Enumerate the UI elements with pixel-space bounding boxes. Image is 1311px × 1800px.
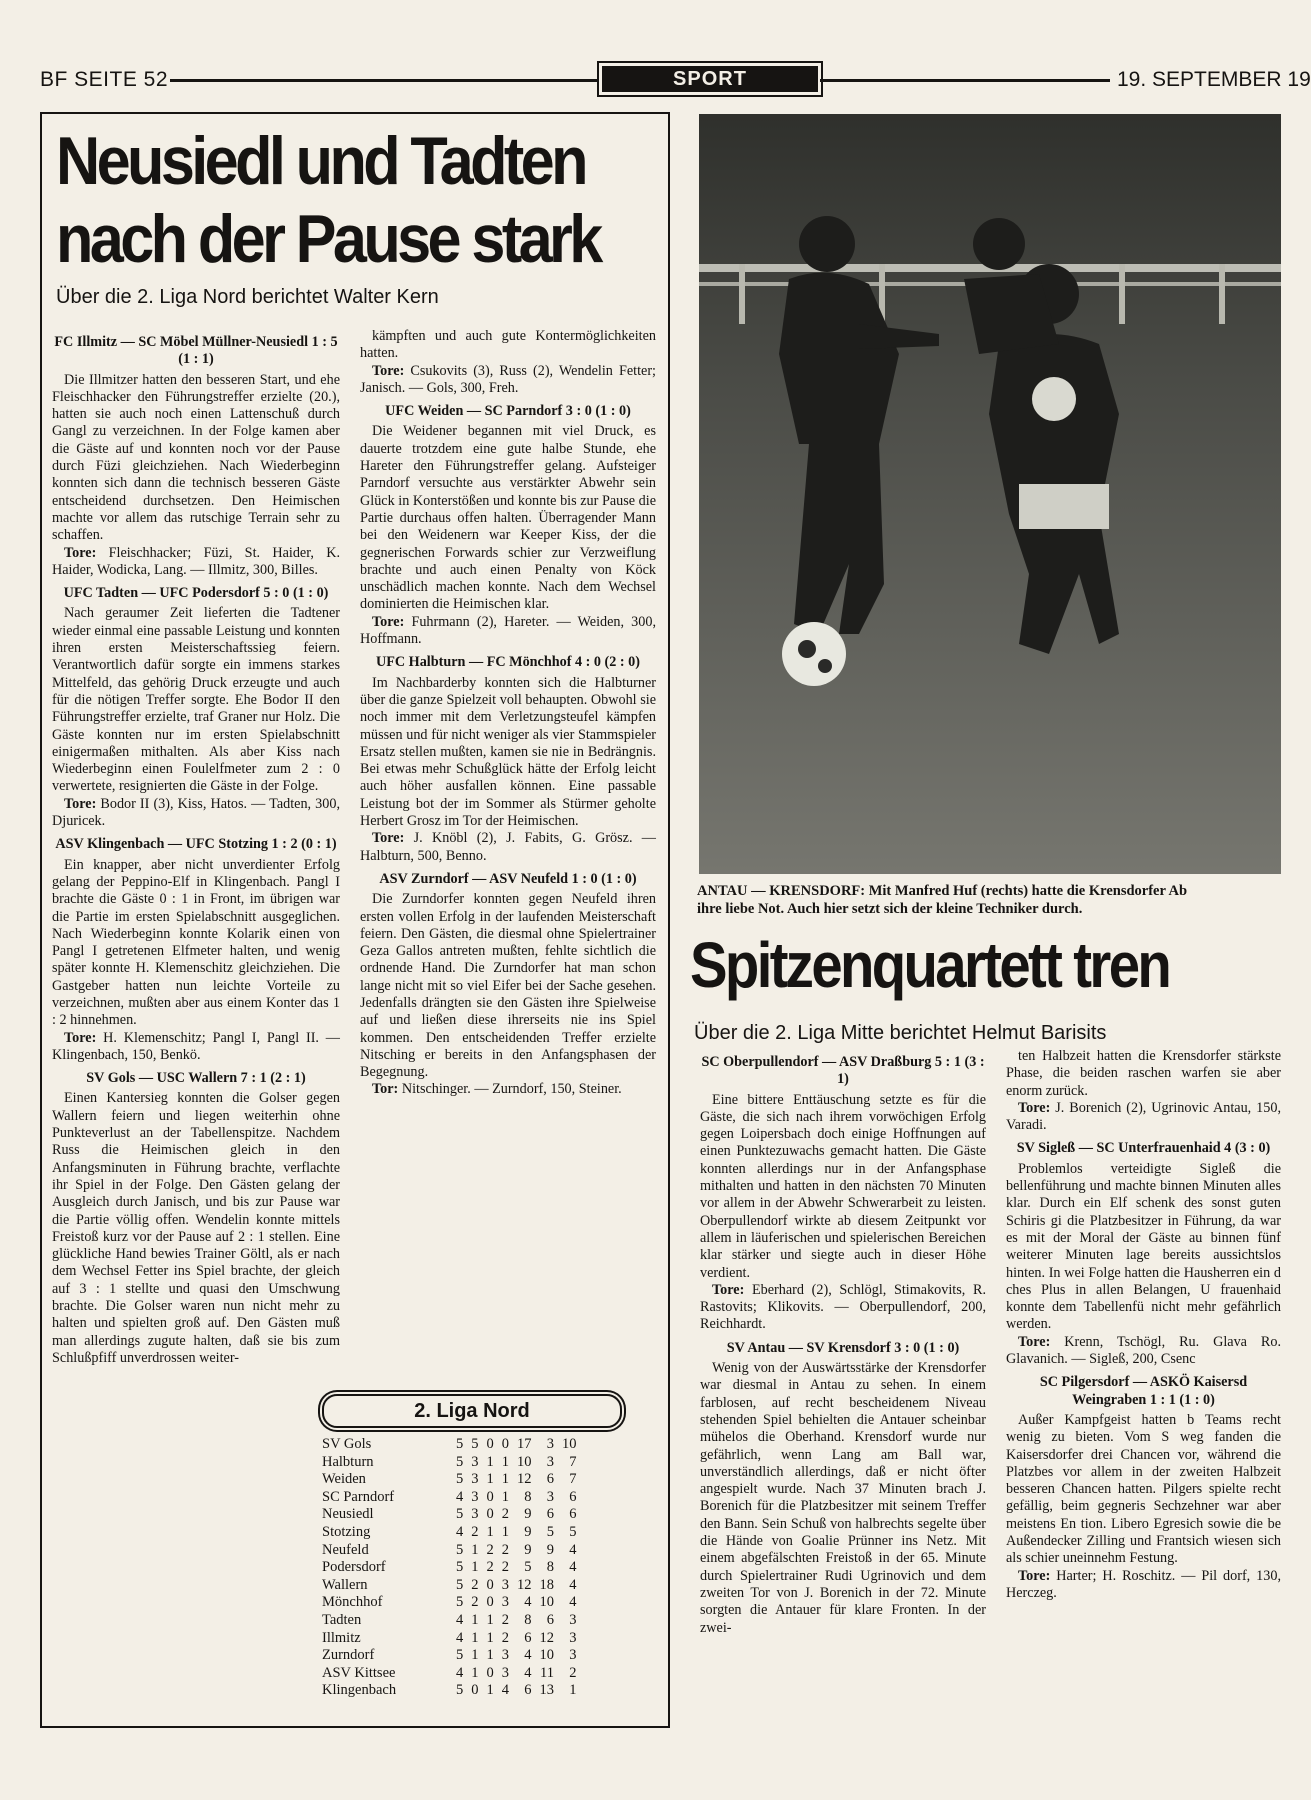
standings-value: 3 xyxy=(569,1611,577,1628)
report-paragraph: kämpften und auch gute Kontermöglichkeiten hatten. xyxy=(360,328,656,362)
standings-value: 2 xyxy=(486,1541,494,1558)
standings-value: 2 xyxy=(501,1559,509,1576)
scorers-label: Tore: xyxy=(1018,1567,1051,1584)
standings-value: 5 xyxy=(456,1682,464,1699)
standings-value: 7 xyxy=(569,1471,577,1488)
team-name: ASV Kittsee xyxy=(322,1664,396,1681)
match-photo xyxy=(699,114,1281,874)
standings-value: 5 xyxy=(456,1471,464,1488)
standings-value: 1 xyxy=(471,1647,479,1664)
scorers-line xyxy=(1006,1334,1281,1369)
standings-value: 1 xyxy=(569,1682,577,1699)
standings-value: 5 xyxy=(456,1541,464,1558)
standings-row xyxy=(320,1524,581,1542)
standings-value: 4 xyxy=(524,1594,532,1611)
standings-value: 0 xyxy=(486,1436,494,1452)
standings-value: 3 xyxy=(546,1436,554,1452)
scorers-label: Tore: xyxy=(372,362,405,379)
byline-liga-mitte: Über die 2. Liga Mitte berichtet Helmut Barisits xyxy=(694,1022,1107,1044)
standings-value: 1 xyxy=(501,1453,509,1470)
standings-value: 3 xyxy=(501,1647,509,1664)
standings-value: 5 xyxy=(471,1436,479,1452)
report-paragraph: Im Nachbarderby konnten sich die Halbturner über die ganze Spielzeit voll behaupten. Obwohl sie noch immer mit dem Verletzungsteufel kämpfen müssen und für nicht weniger als vier Stammspieler Ersatz stellen mußten, kamen sie nie in Bedrängnis. Bei etwas mehr Schußglück hätte der Erfolg leicht auch höher ausfallen können. Eine passable Leistung bot der im Sommer als Stürmer geholte Herbert Grosz im Tor der Heimischen. xyxy=(360,674,656,830)
standings-value: 10 xyxy=(539,1594,554,1611)
standings-value: 9 xyxy=(524,1523,532,1540)
standings-value: 18 xyxy=(539,1576,554,1593)
standings-value: 11 xyxy=(540,1664,554,1681)
team-name: Podersdorf xyxy=(322,1559,386,1576)
scorers-label: Tore: xyxy=(64,795,97,812)
standings-value: 12 xyxy=(517,1471,532,1488)
team-name: Stotzing xyxy=(322,1523,371,1540)
caption-line-2: ihre liebe Not. Auch hier setzt sich der kleine Techniker durch. xyxy=(697,901,1083,917)
match-heading: UFC Halbturn — FC Mönchhof 4 : 0 (2 : 0) xyxy=(375,654,641,671)
team-name: Halbturn xyxy=(322,1453,374,1470)
report-paragraph: ten Halbzeit hatten die Krensdorfer stärkste Phase, die beiden raschen warfen sie aber enorm zurück. xyxy=(1006,1048,1281,1099)
team-name: Neufeld xyxy=(322,1541,369,1558)
standings-value: 1 xyxy=(471,1629,479,1646)
scorers-line xyxy=(52,545,340,580)
scorers-line xyxy=(52,796,340,831)
standings-value: 3 xyxy=(501,1576,509,1593)
standings-value: 12 xyxy=(539,1629,554,1646)
standings-value: 0 xyxy=(471,1682,479,1699)
standings-value: 6 xyxy=(546,1506,554,1523)
scorers-text: J. Borenich (2), Ugrinovic Antau, 150, Varadi. xyxy=(1006,1099,1281,1134)
standings-value: 4 xyxy=(456,1629,464,1646)
standings-value: 1 xyxy=(471,1664,479,1681)
standings-value: 17 xyxy=(517,1436,532,1452)
standings-value: 3 xyxy=(471,1471,479,1488)
standings-value: 2 xyxy=(471,1576,479,1593)
byline-liga-nord: Über die 2. Liga Nord berichtet Walter Kern xyxy=(56,286,439,308)
scorers-text: Eberhard (2), Schlögl, Stimakovits, R. Rastovits; Klikovits. — Oberpullendorf, 200, Reichhardt. xyxy=(700,1281,986,1333)
scorers-line xyxy=(52,1030,340,1065)
standings-value: 2 xyxy=(471,1523,479,1540)
standings-value: 0 xyxy=(486,1506,494,1523)
standings-row xyxy=(320,1559,581,1577)
standings-value: 0 xyxy=(501,1436,509,1452)
standings-row xyxy=(320,1506,581,1524)
team-name: Mönchhof xyxy=(322,1594,383,1611)
standings-value: 6 xyxy=(546,1471,554,1488)
report-paragraph: Eine bittere Enttäuschung setzte es für die Gäste, die sich nach ihrem vorwöchigen Erfolg gegen Loipersbach doch einige Hoffnungen auf einen Punktezuwachs gemacht hatten. Die Gäste konnten allerdings nur in der Anfangsphase mithalten und hatten in den nächsten 70 Minuten vor allem in der Abwehr Schwerarbeit zu leisten. Oberpullendorf wirkte ab diesem Zeitpunkt vor allem in läuferischen und spielerischen Bereichen klar stärker und siegte auch in dieser Höhe verdient. xyxy=(700,1091,986,1281)
standings-row xyxy=(320,1542,581,1560)
standings-value: 3 xyxy=(471,1488,479,1505)
standings-row xyxy=(320,1647,581,1665)
standings-value: 3 xyxy=(569,1647,577,1664)
standings-value: 10 xyxy=(562,1436,577,1452)
standings-value: 8 xyxy=(524,1611,532,1628)
standings-value: 1 xyxy=(471,1611,479,1628)
scorers-line xyxy=(360,614,656,649)
report-paragraph: Außer Kampfgeist hatten b Teams recht wenig zu bieten. Vom S weg fanden die Kaisersdorfer drei Chancen vor, während die Platzbes vor allem in der zweiten Halbzeit besseren Chancen hatten. Pilgers spielte recht gefällig, beim gegneris Sechzehner war aber meistens En tion. Libero Egresich sowie die be Außendecker Zilling und Frantsich wiesen sich als schier uneinnehm Festung. xyxy=(1006,1411,1281,1567)
standings-value: 2 xyxy=(501,1611,509,1628)
standings-value: 2 xyxy=(501,1541,509,1558)
standings-value: 5 xyxy=(456,1559,464,1576)
standings-value: 4 xyxy=(456,1488,464,1505)
standings-value: 6 xyxy=(546,1611,554,1628)
article2-column-2 xyxy=(1006,1048,1281,1748)
standings-value: 4 xyxy=(569,1541,577,1558)
standings-value: 9 xyxy=(524,1506,532,1523)
standings-table xyxy=(320,1436,581,1700)
headline-liga-nord xyxy=(56,122,600,278)
standings-value: 13 xyxy=(539,1682,554,1699)
standings-value: 5 xyxy=(456,1506,464,1523)
standings-value: 6 xyxy=(524,1629,532,1646)
scorers-text: Bodor II (3), Kiss, Hatos. — Tadten, 300, Djuricek. xyxy=(52,795,340,830)
scorers-label: Tore: xyxy=(64,544,97,561)
team-name: Klingenbach xyxy=(322,1682,397,1699)
header-rule-left xyxy=(170,79,600,82)
standings-value: 3 xyxy=(546,1488,554,1505)
scorers-line xyxy=(360,830,656,865)
standings-value: 1 xyxy=(471,1541,479,1558)
standings-value: 3 xyxy=(501,1664,509,1681)
report-paragraph: Ein knapper, aber nicht unverdienter Erfolg gelang der Peppino-Elf in Klingenbach. Pangl I brachte die Gäste 0 : 1 in Front, im übrigen war die Partie im ersten Spielabschnitt ausgeglichen. Nach Wiederbeginn konnte Kolarik einen von Pangl I getretenen Elfmeter halten, und wenig später konnte H. Klemenschitz gleichziehen. Die Gastgeber hatten nun leichte Vorteile zu verzeichnen, mußten aber aus einem Konter das 1 : 2 hinnehmen. xyxy=(52,856,340,1029)
scorers-text: H. Klemenschitz; Pangl I, Pangl II. — Klingenbach, 150, Benkö. xyxy=(52,1029,340,1063)
team-name: Weiden xyxy=(322,1471,366,1488)
scorers-text: Csukovits (3), Russ (2), Wendelin Fetter; Janisch. — Gols, 300, Freh. xyxy=(360,362,656,396)
standings-value: 1 xyxy=(501,1523,509,1540)
standings-value: 3 xyxy=(546,1453,554,1470)
team-name: Tadten xyxy=(322,1611,362,1628)
scorers-text: Fuhrmann (2), Hareter. — Weiden, 300, Hoffmann. xyxy=(360,613,656,648)
standings-value: 5 xyxy=(456,1436,464,1452)
team-name: Illmitz xyxy=(322,1629,361,1646)
headline-line-2: nach der Pause stark xyxy=(56,201,600,277)
standings-value: 5 xyxy=(456,1594,464,1611)
report-paragraph: Die Weidener begannen mit viel Druck, es dauerte trotzdem eine gute halbe Stunde, ehe Hareter den Führungstreffer gelang. Aufsteiger Parndorf versuchte aus verstärkter Abwehr sein Glück in Konterstößen und konnte bis zur Pause die Partie durchaus offen halten. Überragender Mann bei den Weidenern war Keeper Kiss, der die gegnerischen Forwards schier zur Verzweiflung brachte und auch einen Penalty von Köck unschädlich machen konnte. Nach dem Wechsel dominierten die Heimischen klar. xyxy=(360,423,656,613)
scorers-line xyxy=(1006,1100,1281,1135)
photo-caption xyxy=(697,882,1281,918)
standings-row xyxy=(320,1594,581,1612)
football-players-photo xyxy=(699,114,1281,874)
scorers-text: Harter; H. Roschitz. — Pil dorf, 130, Herczeg. xyxy=(1006,1567,1281,1601)
page-header xyxy=(40,66,1311,92)
caption-line-1: ANTAU — KRENSDORF: Mit Manfred Huf (rechts) hatte die Krensdorfer Ab xyxy=(697,883,1188,899)
page-number: BF SEITE 52 xyxy=(40,68,169,91)
standings-value: 1 xyxy=(486,1523,494,1540)
standings-value: 5 xyxy=(456,1647,464,1664)
scorers-line xyxy=(700,1282,986,1334)
standings-value: 0 xyxy=(486,1576,494,1593)
standings-value: 6 xyxy=(524,1682,532,1699)
standings-row xyxy=(320,1577,581,1595)
scorers-text: J. Knöbl (2), J. Fabits, G. Grösz. — Halbturn, 500, Benno. xyxy=(360,830,656,864)
standings-value: 1 xyxy=(486,1611,494,1628)
headline-liga-mitte: Spitzenquartett tren xyxy=(690,929,1170,1001)
standings-row xyxy=(320,1489,581,1507)
standings-value: 1 xyxy=(486,1647,494,1664)
article-column-1 xyxy=(52,328,340,1367)
team-name: SC Parndorf xyxy=(322,1488,395,1505)
standings-row xyxy=(320,1471,581,1489)
standings-value: 5 xyxy=(456,1576,464,1593)
standings-value: 5 xyxy=(456,1453,464,1470)
standings-value: 5 xyxy=(524,1559,532,1576)
standings-value: 1 xyxy=(486,1471,494,1488)
standings-value: 4 xyxy=(456,1611,464,1628)
standings-value: 1 xyxy=(486,1629,494,1646)
match-heading: SC Pilgersdorf — ASKÖ Kaisersd Weingraben 1 : 1 (1 : 0) xyxy=(1039,1374,1248,1408)
standings-value: 2 xyxy=(501,1629,509,1646)
standings-value: 4 xyxy=(569,1559,577,1576)
standings-value: 9 xyxy=(546,1541,554,1558)
scorers-line xyxy=(360,363,656,398)
standings-row xyxy=(320,1630,581,1648)
standings-value: 8 xyxy=(546,1559,554,1576)
match-heading: SC Oberpullendorf — ASV Draßburg 5 : 1 (3 : 1) xyxy=(701,1054,985,1088)
standings-value: 1 xyxy=(471,1559,479,1576)
scorers-label: Tore: xyxy=(712,1281,745,1298)
standings-value: 4 xyxy=(456,1664,464,1681)
scorers-label: Tore: xyxy=(64,1029,97,1046)
standings-value: 10 xyxy=(517,1453,532,1470)
match-heading: ASV Klingenbach — UFC Stotzing 1 : 2 (0 : 1) xyxy=(55,836,337,853)
scorers-line xyxy=(360,1081,656,1098)
article2-column-1 xyxy=(700,1048,986,1637)
scorers-line xyxy=(1006,1568,1281,1603)
standings-value: 0 xyxy=(486,1488,494,1505)
article-column-2 xyxy=(360,328,656,1099)
standings-value: 4 xyxy=(569,1576,577,1593)
scorers-label: Tore: xyxy=(1018,1333,1051,1350)
standings-value: 3 xyxy=(569,1629,577,1646)
standings-row xyxy=(320,1436,581,1454)
standings-value: 4 xyxy=(501,1682,509,1699)
standings-value: 2 xyxy=(501,1506,509,1523)
standings-title: 2. Liga Nord xyxy=(322,1394,622,1428)
issue-date: 19. SEPTEMBER 19 xyxy=(1117,68,1311,91)
article-liga-nord xyxy=(40,112,670,1728)
match-heading: SV Antau — SV Krensdorf 3 : 0 (1 : 0) xyxy=(726,1339,960,1356)
standings-value: 4 xyxy=(456,1523,464,1540)
report-paragraph: Die Zurndorfer konnten gegen Neufeld ihren ersten vollen Erfolg in der laufenden Meisterschaft feiern. Den Gästen, die diesmal ohne Spielertrainer Geza Gallos antreten mußten, fehlte sichtlich die ordnende Hand. Die Zurndorfer hat man schon lange nicht mit so viel Eifer bei der Sache gesehen. Jedenfalls drängten sie den Gästen ihre Spielweise auf und ließen diese ihrerseits nie ins Spiel kommen. Den entscheidenden Treffer erzielte Nitsching er bereits in den Anfangsphasen der Begegnung. xyxy=(360,891,656,1081)
report-paragraph: Problemlos verteidigte Sigleß die bellenführung und machte binnen Minuten alles klar. Durch ein Elf schenk des sonst guten Schiris gi die Platzbesitzer in Führung, da war es mit der Moral der Gäste au binnen fünf weiterer Minuten lage bereits aussichtslos hinten. In wei Folge hatten die Hausherren ein d ches Plus in allen Belangen, U frauenhaid konnte dem Tabellenfü nicht mehr gefährlich werden. xyxy=(1006,1160,1281,1333)
standings-value: 6 xyxy=(569,1506,577,1523)
standings-value: 3 xyxy=(471,1453,479,1470)
standings-value: 0 xyxy=(486,1664,494,1681)
standings-value: 2 xyxy=(486,1559,494,1576)
report-paragraph: Wenig von der Auswärtsstärke der Krensdorfer war diesmal in Antau zu sehen. In einem farblosen, auf recht bescheidenem Niveau stehenden Spiel behielten die Antauer scheinbar mühelos die Oberhand. Krensdorf wurde nur gefährlich, wenn Lang am Ball war, unverständlich allerdings, daß er nicht öfter angespielt wurde. Nach 37 Minuten brach J. Borenich für die Platzbesitzer mit seinem Treffer den Bann. Sein Schuß von halbrechts segelte über die Hände von Goalie Prünner ins Netz. Mit einem abgefälschten Freistoß in der 65. Minute durch Spielertrainer Rudi Ugrinovich und dem zweiten Tor von J. Borenich in der 72. Minute sorgten die Antauer für klare Fronten. In der zwei- xyxy=(700,1360,986,1636)
match-heading: SV Gols — USC Wallern 7 : 1 (2 : 1) xyxy=(86,1070,306,1087)
scorers-label: Tore: xyxy=(372,830,405,847)
scorers-label: Tor: xyxy=(372,1081,399,1098)
report-paragraph: Die Illmitzer hatten den besseren Start, und ehe Fleischhacker den Führungstreffer erzielte (20.), hatten sie auch noch einen Lattenschuß durch Gangl zu verzeichnen. In der Folge kamen aber die Gäste auf und konnten noch vor der Pause durch Füzi gleichziehen. Nach Wiederbeginn konnten sich dann die technisch besseren Gäste entscheidend durchsetzen. Den Heimischen machte vor allem das rutschige Terrain sehr zu schaffen. xyxy=(52,371,340,544)
scorers-label: Tore: xyxy=(372,613,405,630)
standings-value: 1 xyxy=(501,1471,509,1488)
scorers-text: Nitschinger. — Zurndorf, 150, Steiner. xyxy=(398,1081,622,1098)
standings-row xyxy=(320,1612,581,1630)
standings-row xyxy=(320,1454,581,1472)
standings-row xyxy=(320,1665,581,1683)
section-label: SPORT xyxy=(602,66,818,92)
standings-value: 3 xyxy=(471,1506,479,1523)
standings-value: 2 xyxy=(569,1664,577,1681)
scorers-label: Tore: xyxy=(1018,1099,1051,1116)
standings-value: 5 xyxy=(546,1523,554,1540)
team-name: Zurndorf xyxy=(322,1647,375,1664)
standings-value: 10 xyxy=(539,1647,554,1664)
standings-value: 8 xyxy=(524,1488,532,1505)
standings-value: 12 xyxy=(517,1576,532,1593)
match-heading: ASV Zurndorf — ASV Neufeld 1 : 0 (1 : 0) xyxy=(379,870,637,887)
report-paragraph: Nach geraumer Zeit lieferten die Tadtener wieder einmal eine passable Leistung und konnten ihren ersten Meisterschaftssieg feiern. Verantwortlich dafür sorgte ein immens starkes Mittelfeld, das gehörig Druck erzeugte und auch für die nötigen Treffer sorgte. Ehe Bodor II den Führungstreffer erzielte, traf Graner nur Holz. Die Gäste konnten nur im ersten Spielabschnitt einigermaßen mithalten. Als aber Kiss nach Wiederbeginn einen Foulelfmeter zum 2 : 0 verwertete, resignierten die Gäste in der Folge. xyxy=(52,605,340,795)
standings-value: 5 xyxy=(569,1523,577,1540)
scorers-text: Krenn, Tschögl, Ru. Glava Ro. Glavanich. — Sigleß, 200, Csenc xyxy=(1006,1333,1281,1368)
standings-value: 1 xyxy=(501,1488,509,1505)
standings-value: 3 xyxy=(501,1594,509,1611)
standings-value: 7 xyxy=(569,1453,577,1470)
standings-value: 1 xyxy=(486,1453,494,1470)
match-heading: UFC Weiden — SC Parndorf 3 : 0 (1 : 0) xyxy=(385,403,631,420)
headline-line-1: Neusiedl und Tadten xyxy=(56,123,585,199)
standings-value: 4 xyxy=(524,1664,532,1681)
standings-value: 0 xyxy=(486,1594,494,1611)
team-name: Neusiedl xyxy=(322,1506,374,1523)
header-rule-right xyxy=(820,79,1110,82)
standings-row xyxy=(320,1682,581,1700)
match-heading: UFC Tadten — UFC Podersdorf 5 : 0 (1 : 0) xyxy=(63,585,329,602)
standings-value: 9 xyxy=(524,1541,532,1558)
standings-value: 4 xyxy=(524,1647,532,1664)
team-name: SV Gols xyxy=(322,1436,372,1452)
match-heading: SV Sigleß — SC Unterfrauenhaid 4 (3 : 0) xyxy=(1016,1140,1271,1157)
scorers-text: Fleischhacker; Füzi, St. Haider, K. Haider, Wodicka, Lang. — Illmitz, 300, Billes. xyxy=(52,544,340,578)
team-name: Wallern xyxy=(322,1576,368,1593)
match-heading: FC Illmitz — SC Möbel Müllner-Neusiedl 1 : 5 (1 : 1) xyxy=(54,334,338,368)
standings-value: 6 xyxy=(569,1488,577,1505)
standings-value: 1 xyxy=(486,1682,494,1699)
standings-value: 2 xyxy=(471,1594,479,1611)
report-paragraph: Einen Kantersieg konnten die Golser gegen Wallern feiern und liegen weiterhin ohne Punkteverlust an der Tabellenspitze. Nachdem Russ die Heimischen gleich in den Anfangsminuten in Führung brachte, verflachte ihr Spiel in der Folge. Den Gästen gelang der Ausgleich durch Janisch, und bis zur Pause war die Partie völlig offen. Wendelin konnte mittels Freistoß kurz vor der Pause auf 2 : 1 stellen. Eine glückliche Hand bewies Trainer Göltl, als er nach dem Wechsel Fetter ins Spiel brachte, der gleich auf 3 : 1 stellte und quasi den Umschwung brachte. Die Golser waren nun nicht mehr zu halten und spielten groß auf. Den Gästen muß man allerdings zugute halten, daß sie bis zum Schlußpfiff unverdrossen weiter- xyxy=(52,1090,340,1366)
standings-value: 4 xyxy=(569,1594,577,1611)
